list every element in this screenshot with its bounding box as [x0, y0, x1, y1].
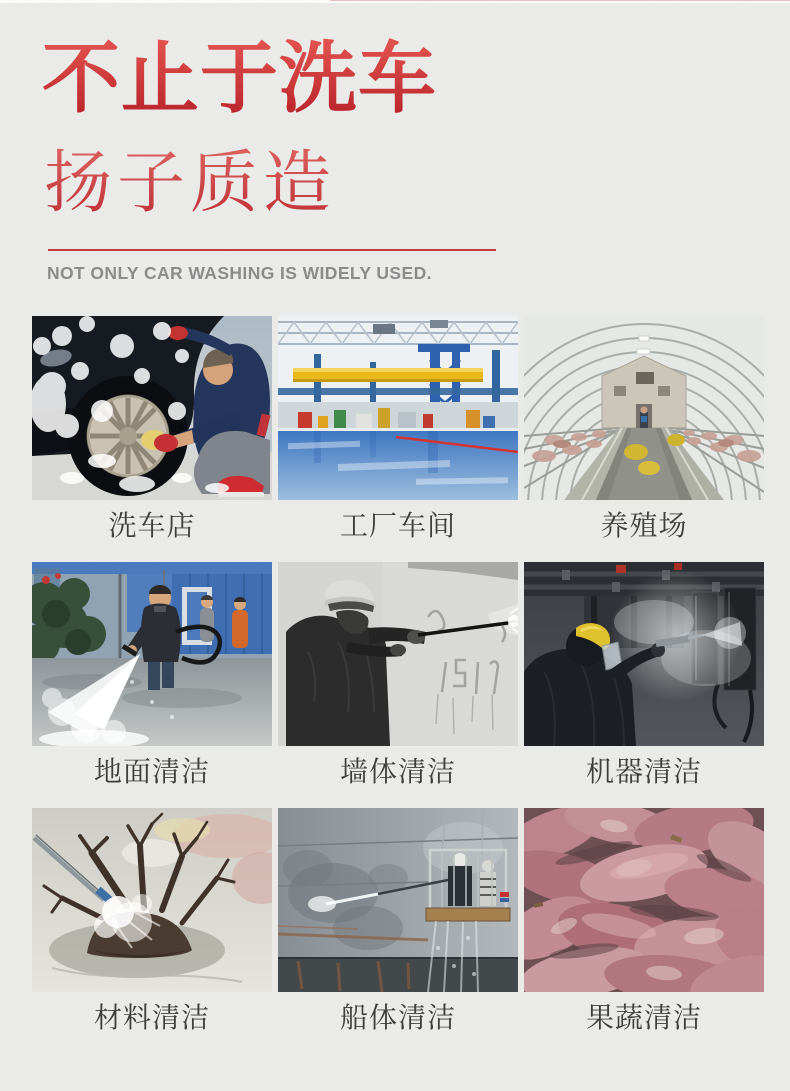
- photo-wall-cleaning: [278, 562, 518, 746]
- page-title: 不止于洗车: [42, 34, 438, 122]
- photo-ship-hull-cleaning: [278, 808, 518, 992]
- photo-ground-cleaning: [32, 562, 272, 746]
- caption-wall: 墙体清洁: [339, 756, 456, 787]
- grid-item-produce: [524, 808, 764, 1036]
- photo-material-cleaning: [32, 808, 272, 992]
- usage-grid: [32, 316, 764, 1036]
- photo-machine-cleaning: [524, 562, 764, 746]
- photo-car-wash-shop: [32, 316, 272, 500]
- grid-item-farm: [524, 316, 764, 544]
- red-divider: [48, 249, 496, 251]
- page-subtitle: 扬子质造: [44, 145, 337, 221]
- caption-ground: 地面清洁: [93, 756, 210, 787]
- grid-item-wall: [278, 562, 518, 790]
- grid-item-car-wash: [32, 316, 272, 544]
- caption-factory: 工厂车间: [339, 510, 456, 541]
- top-hairline: [330, 0, 790, 1]
- photo-factory-floor: [278, 316, 518, 500]
- caption-farm: 养殖场: [600, 510, 688, 541]
- caption-car-wash: 洗车店: [108, 510, 196, 541]
- caption-material: 材料清洁: [93, 1002, 210, 1033]
- caption-produce: 果蔬清洁: [585, 1002, 702, 1033]
- grid-item-material: [32, 808, 272, 1036]
- caption-ship: 船体清洁: [339, 1002, 456, 1033]
- grid-item-ship: [278, 808, 518, 1036]
- caption-machine: 机器清洁: [585, 756, 702, 787]
- english-tagline: NOT ONLY CAR WASHING IS WIDELY USED.: [47, 263, 432, 283]
- grid-item-factory: [278, 316, 518, 544]
- photo-produce-cleaning: [524, 808, 764, 992]
- photo-livestock-farm: [524, 316, 764, 500]
- grid-item-machine: [524, 562, 764, 790]
- grid-item-ground: [32, 562, 272, 790]
